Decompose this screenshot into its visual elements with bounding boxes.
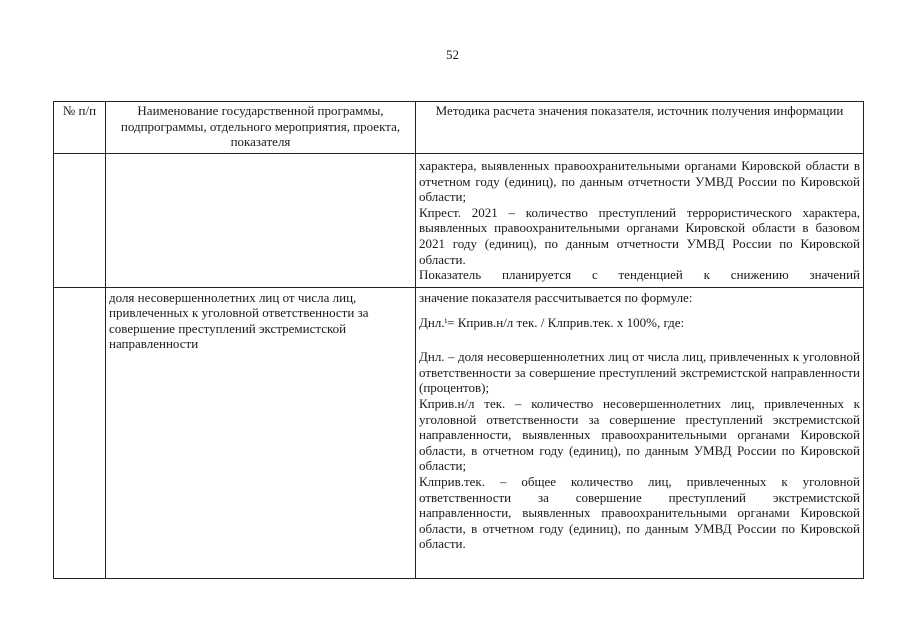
formula: Днл.ⁱ= Кприв.н/л тек. / Клприв.тек. х 100%, где: — [419, 314, 685, 330]
header-program-name: Наименование государственной программы, подпрограммы, отдельного мероприятия, проекта, показателя — [106, 102, 416, 154]
row-name-cell — [106, 154, 416, 288]
header-number: № п/п — [54, 102, 106, 154]
methodology-paragraph: Показатель планируется с тенденцией к снижению значений — [419, 267, 860, 283]
header-methodology: Методика расчета значения показателя, источник получения информации — [416, 102, 864, 154]
table-header-row — [54, 102, 864, 154]
methodology-cell — [416, 288, 864, 579]
definition-paragraph: Кприв.н/л тек. – количество несовершеннолетних лиц, привлеченных к уголовной ответственности за совершение преступлений экстремистской направленности, выявленных правоохранительными органами Кировской области, в отчетном году (единиц), по данным УМВД России по Кировской области; — [419, 395, 860, 474]
table-row — [54, 288, 864, 579]
table-row — [54, 154, 864, 288]
definition-paragraph: Днл. – доля несовершеннолетних лиц от числа лиц, привлеченных к уголовной ответственности за совершение преступлений экстремистской направленности (процентов); — [419, 349, 860, 396]
row-number-cell — [54, 154, 106, 288]
methodology-paragraph: Кпрест. 2021 – количество преступлений террористического характера, выявленных правоохранительными органами Кировской области в базовом 2021 году (единиц), по данным отчетности УМВД России по Кировской области. — [419, 204, 860, 267]
indicator-name-cell: доля несовершеннолетних лиц от числа лиц, привлеченных к уголовной ответственности за совершение преступлений экстремистской направленности — [106, 288, 416, 579]
methodology-paragraph: характера, выявленных правоохранительными органами Кировской области в отчетном году (единиц), по данным отчетности УМВД России по Кировской области; — [419, 158, 860, 205]
methodology-intro: значение показателя рассчитывается по формуле: — [419, 290, 693, 305]
indicator-table — [53, 101, 864, 579]
row-number-cell — [54, 288, 106, 579]
methodology-cell — [416, 154, 864, 288]
definition-paragraph: Клприв.тек. – общее количество лиц, привлеченных к уголовной ответственности за совершение преступлений экстремистской направленности, выявленных правоохранительными органами Кировской области, в отчетном году (единиц), по данным УМВД России по Кировской области. — [419, 473, 860, 552]
page-number: 52 — [446, 47, 459, 62]
